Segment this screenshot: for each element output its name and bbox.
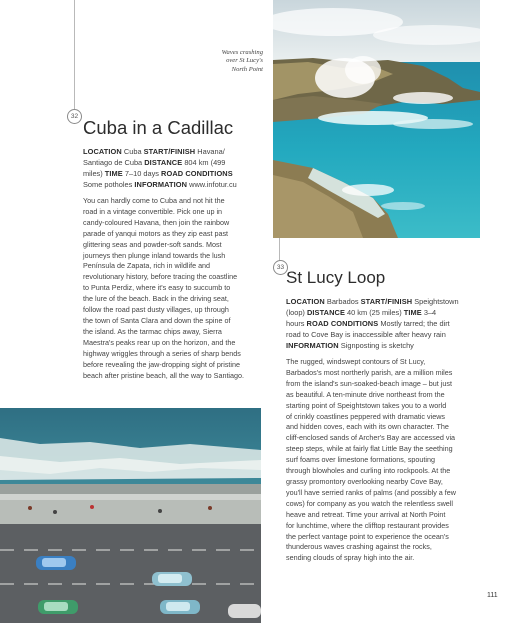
trip-fact-line [286, 307, 491, 318]
entry-number-badge: 32 [67, 109, 82, 124]
body-line: Península de Zapata, rich in wildlife and [83, 261, 211, 271]
trip-fact-line [286, 318, 491, 329]
body-line: sending clouds of spray high into the air. [286, 553, 415, 563]
trip-fact-value: road to Cove Bay is inaccessible after heavy rain [286, 330, 446, 339]
body-line: Maestra's peaks rear up on the horizon, and the [83, 337, 236, 347]
body-line: You can hardly come to Cuba and not hit the [83, 196, 225, 205]
trip-fact-label: START/FINISH [143, 147, 196, 156]
trip-fact-line [83, 168, 273, 179]
stlucy-trip-facts [286, 296, 491, 351]
entry-number-badge: 33 [273, 260, 288, 275]
trip-fact-line [286, 296, 491, 307]
trip-fact-value: 804 km (499 [182, 158, 226, 167]
caption-line: Waves crashing [221, 49, 263, 56]
trip-fact-value: 7–10 days [122, 169, 162, 178]
body-line: journeys then plunge inland towards the lush [83, 250, 226, 260]
body-line: cliff-enclosed sands of Archer's Bay are accessed via [286, 433, 456, 443]
trip-fact-label: START/FINISH [360, 297, 413, 306]
trip-fact-label: DISTANCE [306, 308, 345, 317]
body-line: the island. As the tarmac chips away, Sierra [83, 326, 222, 336]
body-line: Barbados's most northerly parish, are a million miles [286, 367, 453, 377]
body-line: heave and retreat. Time your arrival at North Point [286, 509, 446, 519]
trip-fact-value: Cuba [121, 147, 144, 156]
body-line: beach after pristine beach, all the way to Santiago. [83, 370, 245, 380]
body-line: thunderous waves crashing against the rocks, [286, 542, 432, 552]
body-line: revolutionary history, before tracing the coastline [83, 272, 238, 282]
body-line: to Punta Perdiz, where it's easy to succumb to [83, 283, 231, 293]
trip-fact-value: (loop) [286, 308, 307, 317]
body-line: grassy promontory overlooking nearby Cove Bay, [286, 476, 443, 486]
trip-fact-value: Havana/ [195, 147, 225, 156]
body-line: steep steps, while at fairly flat Little Bay the seething [286, 444, 453, 454]
stlucy-title: St Lucy Loop [286, 268, 386, 287]
body-line: highway wriggles through a series of sharp bends [83, 348, 241, 358]
stlucy-body-text [286, 357, 496, 564]
trip-fact-value: miles) [83, 169, 105, 178]
trip-fact-value: 40 km (25 miles) [344, 308, 404, 317]
trip-fact-line [83, 179, 273, 190]
body-line: surf foams over limestone formations, spouting [286, 455, 436, 465]
cuba-body-text [83, 196, 278, 381]
body-line: cows) for company as you watch the relentless swell [286, 498, 453, 508]
caption-line: over St Lucy's [226, 57, 263, 65]
body-line: road in a vintage convertible. Pick one up in [83, 206, 223, 216]
trip-fact-value: Speightstown [412, 297, 459, 306]
body-line: the town of Santa Clara and down the spine of [83, 315, 231, 325]
body-line: through blowholes and curling into rockpools. At the [286, 466, 451, 476]
trip-fact-label: DISTANCE [144, 158, 183, 167]
trip-fact-line [83, 157, 273, 168]
body-line: before revealing the jaw-dropping sight of pristine [83, 359, 241, 369]
body-line: starting point of Speightstown takes you to a world [286, 400, 447, 410]
body-line: candy-coloured Havana, then join the rainbow [83, 217, 230, 227]
trip-fact-value: 3–4 [421, 308, 437, 317]
trip-fact-label: LOCATION [286, 297, 325, 306]
trip-fact-label: ROAD CONDITIONS [306, 319, 379, 328]
body-line: The rugged, windswept contours of St Lucy, [286, 357, 426, 366]
body-line: and hidden coves, each with its own character. The [286, 422, 449, 432]
trip-fact-label: TIME [104, 169, 123, 178]
body-line: glittering seas and powder-soft sands. Most [83, 239, 222, 249]
trip-fact-value: hours [286, 319, 307, 328]
body-line: the perfect vantage point to experience the ocean's [286, 531, 449, 541]
body-line: as beautiful. A ten-minute drive northeast from the [286, 389, 445, 399]
cuba-section-rule [74, 0, 75, 112]
body-line: of crinkly coastlines peppered with dramatic views [286, 411, 445, 421]
trip-fact-label: TIME [403, 308, 422, 317]
trip-fact-line [286, 340, 491, 351]
havana-malecon-photo [0, 408, 261, 623]
trip-fact-label: ROAD CONDITIONS [161, 169, 233, 178]
body-line: for lunchtime, where the clifftop restaurant provides [286, 520, 449, 530]
trip-fact-value: Mostly tarred; the dirt [378, 319, 450, 328]
cuba-title: Cuba in a Cadillac [83, 117, 234, 138]
body-line: from the island's sun-soaked-beach image – but just [286, 378, 452, 388]
coastal-waves-photo [273, 0, 480, 238]
trip-fact-value: Signposting is sketchy [338, 341, 414, 350]
trip-fact-value: Barbados [324, 297, 361, 306]
trip-fact-line [286, 329, 491, 340]
trip-fact-label: INFORMATION [134, 180, 188, 189]
cuba-trip-facts [83, 146, 273, 190]
trip-fact-value: Some potholes [83, 180, 135, 189]
trip-fact-label: LOCATION [83, 147, 122, 156]
body-line: the lure of the beach. Back in the driving seat, [83, 294, 229, 304]
page-number: 111 [487, 592, 498, 599]
body-line: you'll have serried ranks of palms (and possibly a few [286, 487, 456, 497]
body-line: parade of yanqui motors as they zip east past [83, 228, 229, 238]
trip-fact-label: INFORMATION [286, 341, 339, 350]
caption-line: North Point [231, 65, 263, 73]
trip-fact-value: Santiago de Cuba [83, 158, 145, 167]
body-line: follow the road past dusty villages, up through [83, 305, 229, 315]
trip-fact-line [83, 146, 273, 157]
photo-caption [178, 49, 263, 74]
trip-fact-value: www.infotur.cu [187, 180, 237, 189]
